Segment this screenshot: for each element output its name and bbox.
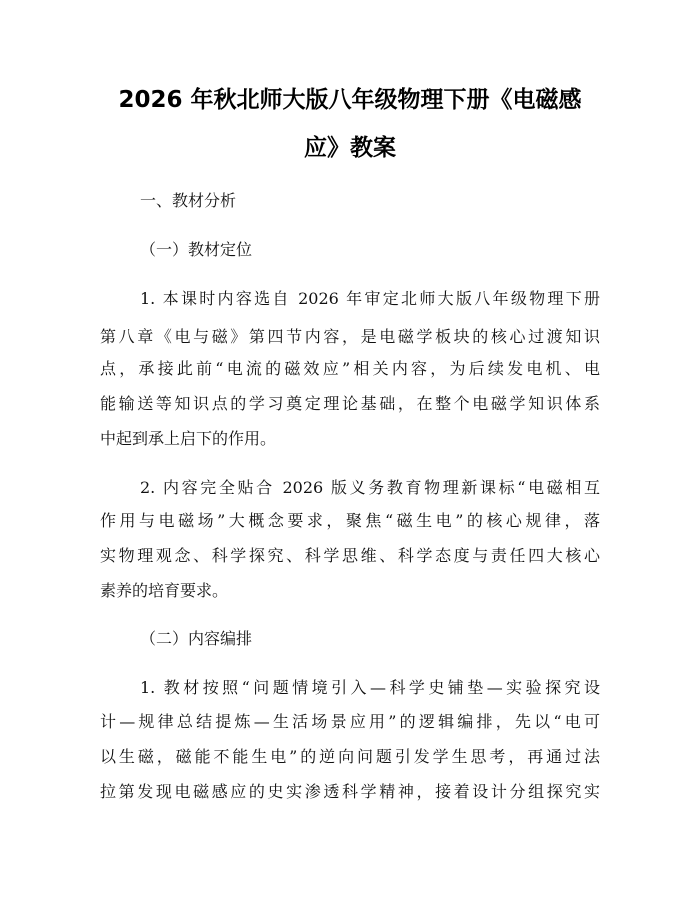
paragraph-3-line: 以生磁，磁能不能生电”的逆向问题引发学生思考，再通过法 (100, 747, 600, 766)
paragraph-1-line: 中起到承上启下的作用。 (100, 429, 277, 448)
paragraph-1-line: 1. 本课时内容选自 2026 年审定北师大版八年级物理下册 (140, 289, 600, 308)
section-heading-teaching-material-analysis: 一、教材分析 (140, 191, 237, 210)
paragraph-1-line: 能输送等知识点的学习奠定理论基础，在整个电磁学知识体系 (100, 394, 600, 413)
paragraph-2-line: 作用与电磁场”大概念要求，聚焦“磁生电”的核心规律，落 (100, 511, 600, 530)
paragraph-2-line: 素养的培育要求。 (100, 581, 229, 600)
paragraph-3-line: 计—规律总结提炼—生活场景应用”的逻辑编排，先以“电可 (100, 712, 600, 731)
document-title-line-1: 2026 年秋北师大版八年级物理下册《电磁感 (118, 87, 582, 113)
paragraph-1-line: 第八章《电与磁》第四节内容，是电磁学板块的核心过渡知识 (100, 327, 600, 346)
subsection-heading-material-positioning: （一）教材定位 (140, 240, 253, 259)
document-title-line-2: 应》教案 (304, 135, 396, 161)
paragraph-1-line: 点，承接此前“电流的磁效应”相关内容，为后续发电机、电 (100, 359, 600, 378)
paragraph-2-line: 实物理观念、科学探究、科学思维、科学态度与责任四大核心 (100, 546, 600, 565)
paragraph-2-line: 2. 内容完全贴合 2026 版义务教育物理新课标“电磁相互 (140, 478, 600, 497)
paragraph-3-line: 1. 教材按照“问题情境引入—科学史铺垫—实验探究设 (140, 678, 600, 697)
subsection-heading-content-arrangement: （二）内容编排 (140, 629, 253, 648)
paragraph-3-line: 拉第发现电磁感应的史实渗透科学精神，接着设计分组探究实 (100, 782, 600, 801)
